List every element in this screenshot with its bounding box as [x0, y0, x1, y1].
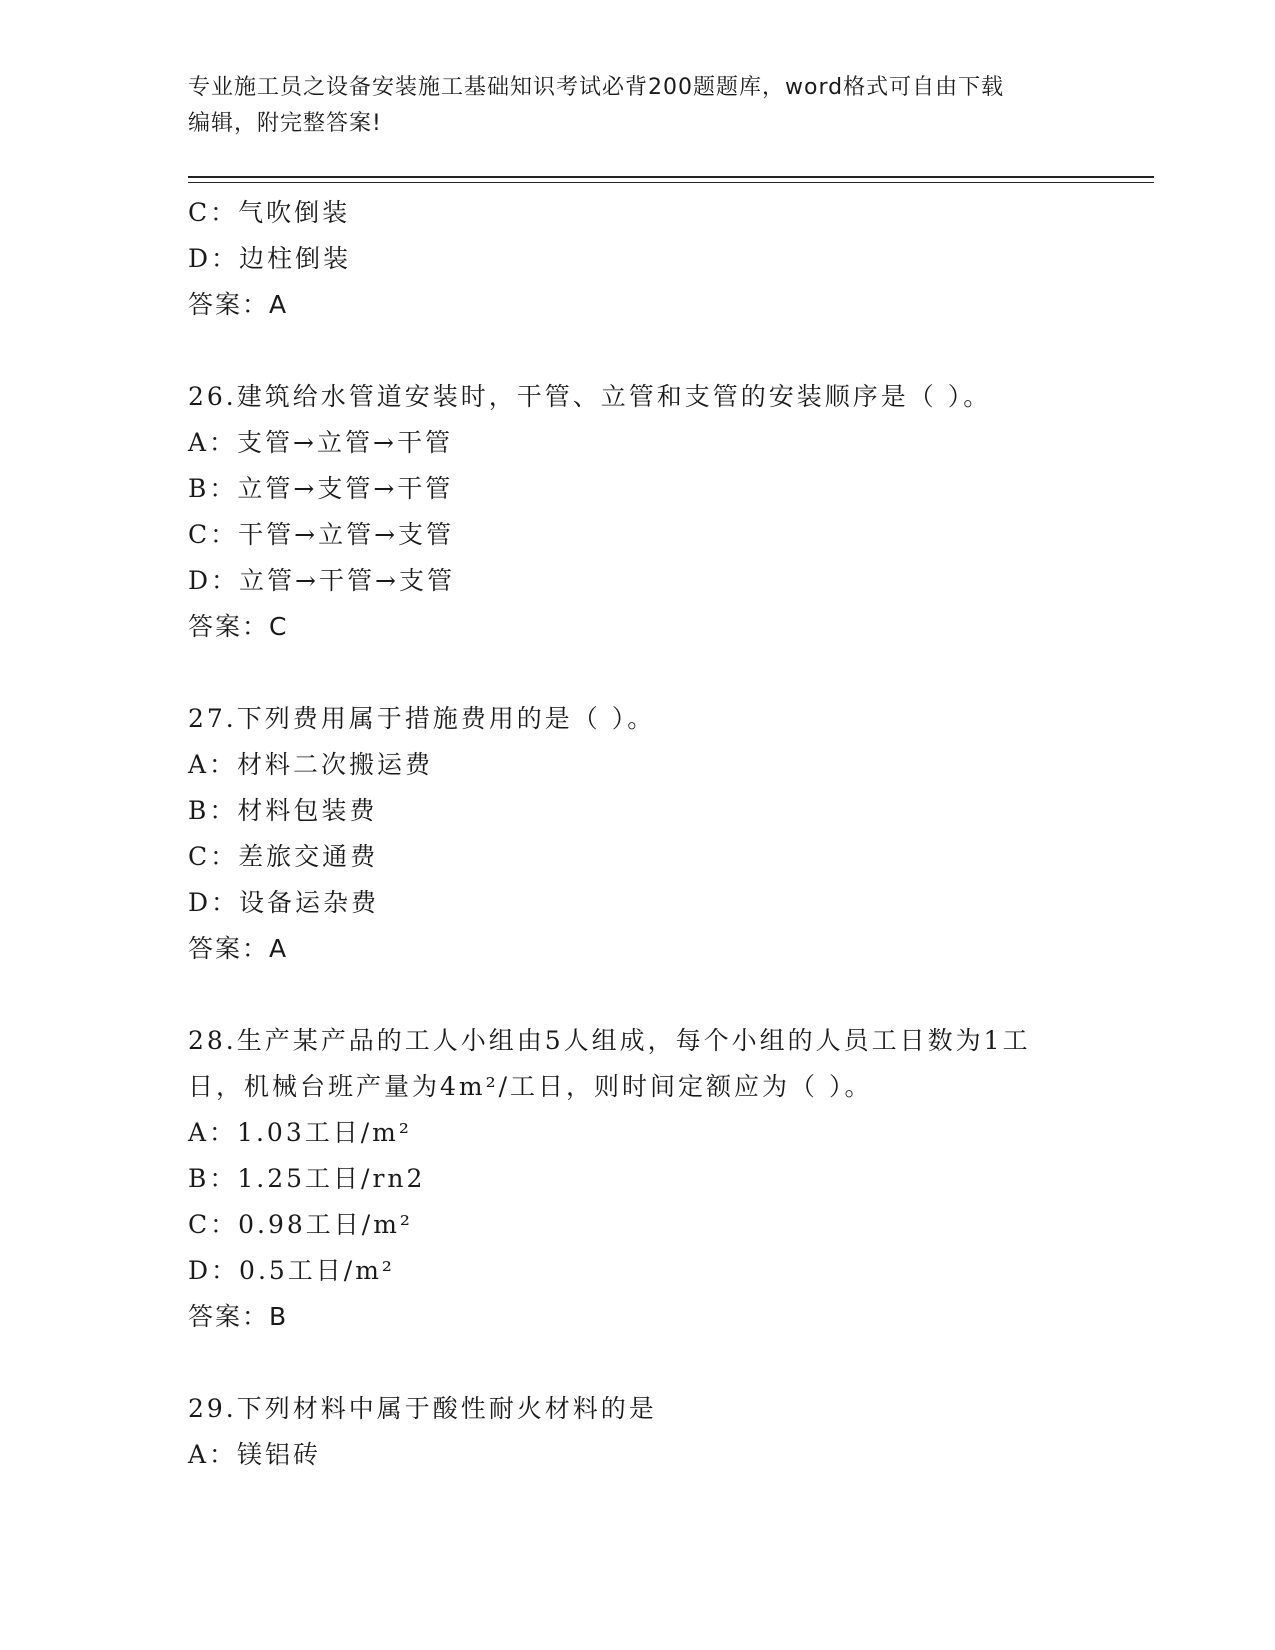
- question-28: [188, 1018, 1088, 1340]
- spacer: [188, 650, 1088, 696]
- question-29: [188, 1386, 1088, 1478]
- spacer: [188, 1340, 1088, 1386]
- option-c: C：干管→立管→支管: [188, 520, 455, 549]
- question-26: [188, 374, 1088, 650]
- option-c: C：差旅交通费: [188, 842, 379, 871]
- header-rule-thin: [188, 182, 1154, 183]
- header-line-2: 编辑，附完整答案!: [188, 111, 382, 136]
- option-b: B：材料包装费: [188, 796, 378, 825]
- answer-line: 答案：A: [188, 290, 289, 319]
- option-b: B：1.25工日/rn2: [188, 1164, 426, 1193]
- option-d: D：立管→干管→支管: [188, 566, 455, 595]
- header-rule-thick: [188, 176, 1154, 178]
- option-d: D：边柱倒装: [188, 244, 352, 273]
- question-25-continued: [188, 190, 1088, 328]
- option-d: D：0.5工日/m²: [188, 1256, 395, 1285]
- question-stem: 27.下列费用属于措施费用的是（ ）。: [188, 704, 656, 733]
- spacer: [188, 972, 1088, 1018]
- question-stem: 26.建筑给水管道安装时，干管、立管和支管的安装顺序是（ ）。: [188, 382, 992, 411]
- question-stem-continued: 日，机械台班产量为4m²/工日，则时间定额应为（ ）。: [188, 1072, 873, 1101]
- answer-line: 答案：A: [188, 934, 289, 963]
- option-c: C：0.98工日/m²: [188, 1210, 413, 1239]
- question-27: [188, 696, 1088, 972]
- option-b: B：立管→支管→干管: [188, 474, 454, 503]
- document-header: [188, 70, 1088, 142]
- option-d: D：设备运杂费: [188, 888, 380, 917]
- answer-line: 答案：C: [188, 612, 289, 641]
- option-a: A：支管→立管→干管: [188, 428, 453, 457]
- option-a: A：镁铝砖: [188, 1440, 322, 1469]
- option-a: A：材料二次搬运费: [188, 750, 434, 779]
- spacer: [188, 328, 1088, 374]
- header-line-1: 专业施工员之设备安装施工基础知识考试必背200题题库，word格式可自由下载: [188, 75, 1005, 100]
- question-stem: 29.下列材料中属于酸性耐火材料的是: [188, 1394, 657, 1423]
- question-list: [188, 190, 1088, 1478]
- answer-line: 答案：B: [188, 1302, 289, 1331]
- question-stem: 28.生产某产品的工人小组由5人组成，每个小组的人员工日数为1工: [188, 1026, 1031, 1055]
- option-c: C：气吹倒装: [188, 198, 351, 227]
- option-a: A：1.03工日/m²: [188, 1118, 412, 1147]
